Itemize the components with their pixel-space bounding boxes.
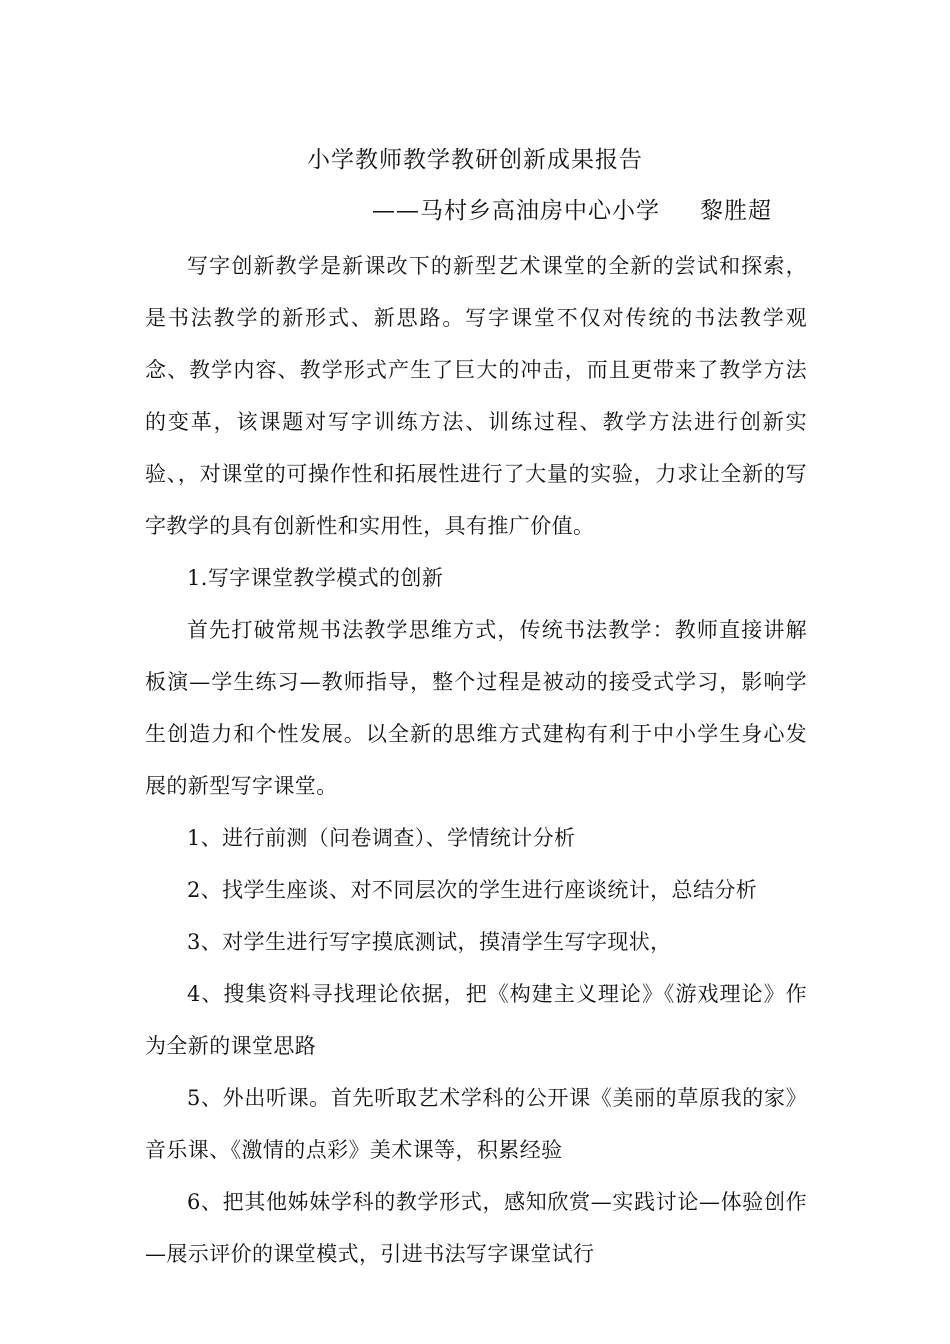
author-name: 黎胜超	[700, 198, 772, 224]
list-item-5: 5、外出听课。首先听取艺术学科的公开课《美丽的草原我的家》音乐课、《激情的点彩》美术课等，积累经验	[145, 1086, 807, 1162]
paragraph-intro: 写字创新教学是新课改下的新型艺术课堂的全新的尝试和探索，是书法教学的新形式、新思路。写字课堂不仅对传统的书法教学观念、教学内容、教学形式产生了巨大的冲击，而且更带来了教学方法的变革，该课题对写字训练方法、训练过程、教学方法进行创新实验、，对课堂的可操作性和拓展性进行了大量的实验，力求让全新的写字教学的具有创新性和实用性，具有推广价值。	[145, 254, 807, 538]
list-item-1: 1、进行前测（问卷调查）、学情统计分析	[187, 826, 576, 850]
list-item-4: 4、搜集资料寻找理论依据，把《构建主义理论》《游戏理论》作为全新的课堂思路	[145, 982, 807, 1058]
list-item-3: 3、对学生进行写字摸底测试，摸清学生写字现状，	[187, 930, 672, 954]
document-title: 小学教师教学教研创新成果报告	[307, 147, 643, 173]
paragraph-method: 首先打破常规书法教学思维方式，传统书法教学：教师直接讲解板演—学生练习—教师指导，整个过程是被动的接受式学习，影响学生创造力和个性发展。以全新的思维方式建构有利于中小学生身心发展的新型写字课堂。	[145, 618, 807, 798]
document-body	[145, 240, 807, 1280]
list-item-2: 2、找学生座谈、对不同层次的学生进行座谈统计，总结分析	[187, 878, 758, 902]
author-school: ——马村乡高油房中心小学	[372, 198, 660, 224]
author-line	[372, 196, 772, 226]
section-heading: 1.写字课堂教学模式的创新	[187, 566, 444, 590]
list-item-6: 6、把其他姊妹学科的教学形式，感知欣赏—实践讨论—体验创作—展示评价的课堂模式，引进书法写字课堂试行	[145, 1190, 807, 1266]
